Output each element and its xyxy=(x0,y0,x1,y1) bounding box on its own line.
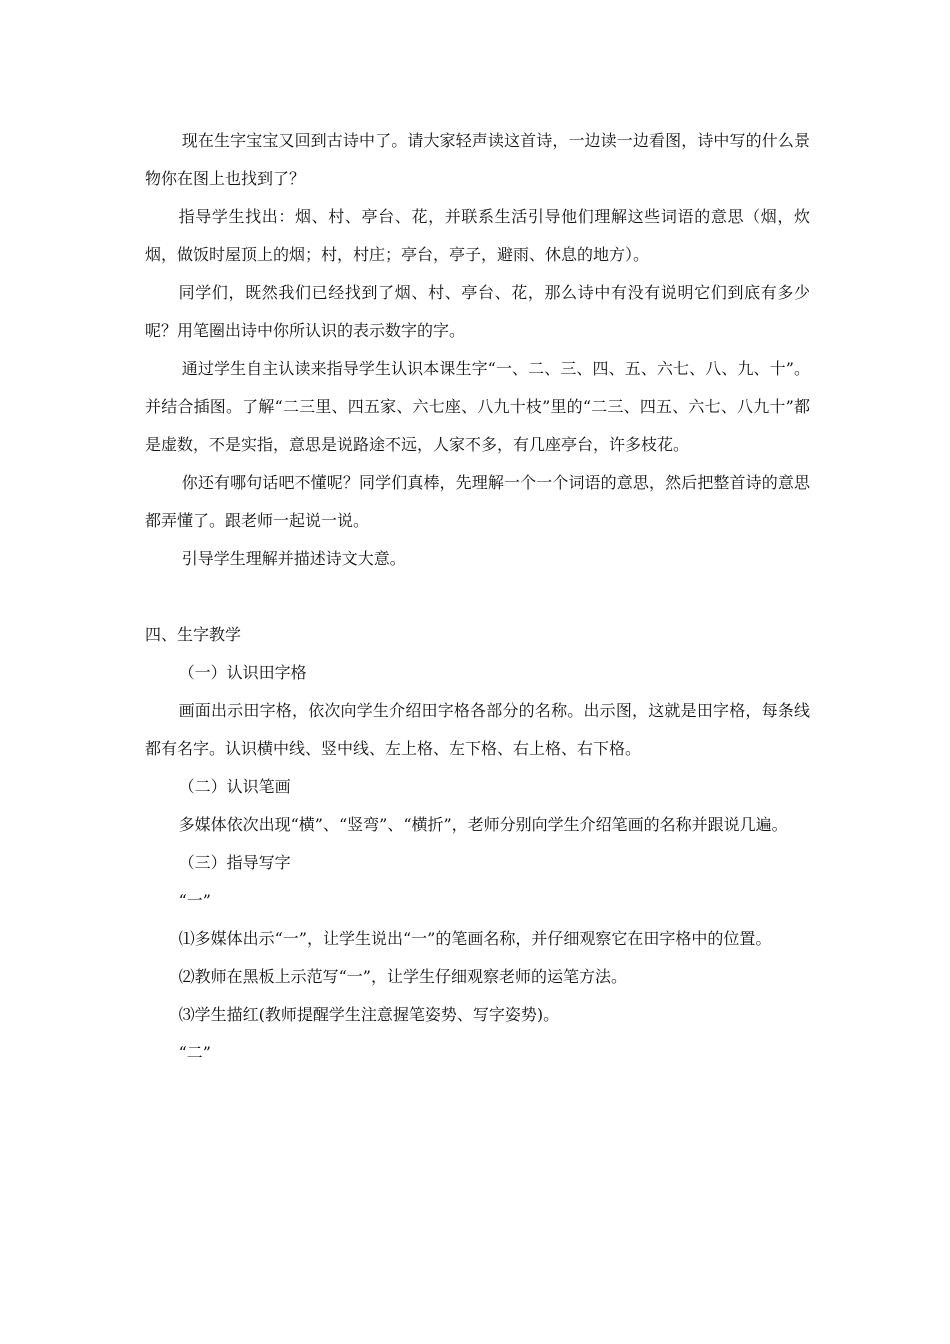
subsection-title-2: （二）认识笔画 xyxy=(178,777,291,796)
paragraph-2: 指导学生找出：烟、村、亭台、花，并联系生活引导他们理解这些词语的意思（烟，炊烟，做饭时屋顶上的烟；村，村庄；亭台，亭子，避雨、休息的地方）。 xyxy=(145,207,810,264)
writing-step-2: ⑵教师在黑板上示范写“一”，让学生仔细观察老师的运笔方法。 xyxy=(178,967,627,986)
paragraph-3: 同学们，既然我们已经找到了烟、村、亭台、花，那么诗中有没有说明它们到底有多少呢？用笔圈出诗中你所认识的表示数字的字。 xyxy=(145,283,810,340)
paragraph-4: 通过学生自主认读来指导学生认识本课生字“一、二、三、四、五、六七、八、九、十”。并结合插图。了解“二三里、四五家、六七座、八九十枝”里的“二三、四五、六七、八九十”都是虚数，不是实指，意思是说路途不远，人家不多，有几座亭台，许多枝花。 xyxy=(145,359,810,454)
subsection-title-3: （三）指导写字 xyxy=(178,853,291,872)
paragraph-6: 引导学生理解并描述诗文大意。 xyxy=(181,549,406,568)
subsection-title-1: （一）认识田字格 xyxy=(178,663,307,682)
section-spacer xyxy=(145,578,810,616)
paragraph-1: 现在生字宝宝又回到古诗中了。请大家轻声读这首诗，一边读一边看图，诗中写的什么景物你在图上也找到了？ xyxy=(145,131,810,188)
writing-step-1: ⑴多媒体出示“一”，让学生说出“一”的笔画名称，并仔细观察它在田字格中的位置。 xyxy=(178,929,772,948)
document-content xyxy=(145,122,810,1072)
subsection-content-1: 画面出示田字格，依次向学生介绍田字格各部分的名称。出示图，这就是田字格，每条线都有名字。认识横中线、竖中线、左上格、左下格、右上格、右下格。 xyxy=(145,701,810,758)
writing-item-two-label: “二” xyxy=(178,1043,211,1062)
section-heading: 四、生字教学 xyxy=(145,625,242,644)
paragraph-5: 你还有哪句话吧不懂呢？同学们真棒，先理解一个一个词语的意思，然后把整首诗的意思都弄懂了。跟老师一起说一说。 xyxy=(145,473,810,530)
writing-step-3: ⑶学生描红(教师提醒学生注意握笔姿势、写字姿势)。 xyxy=(178,1005,560,1024)
subsection-content-2: 多媒体依次出现“横”、“竖弯”、“横折”，老师分别向学生介绍笔画的名称并跟说几遍。 xyxy=(178,815,788,834)
writing-item-one-label: “一” xyxy=(178,891,211,910)
